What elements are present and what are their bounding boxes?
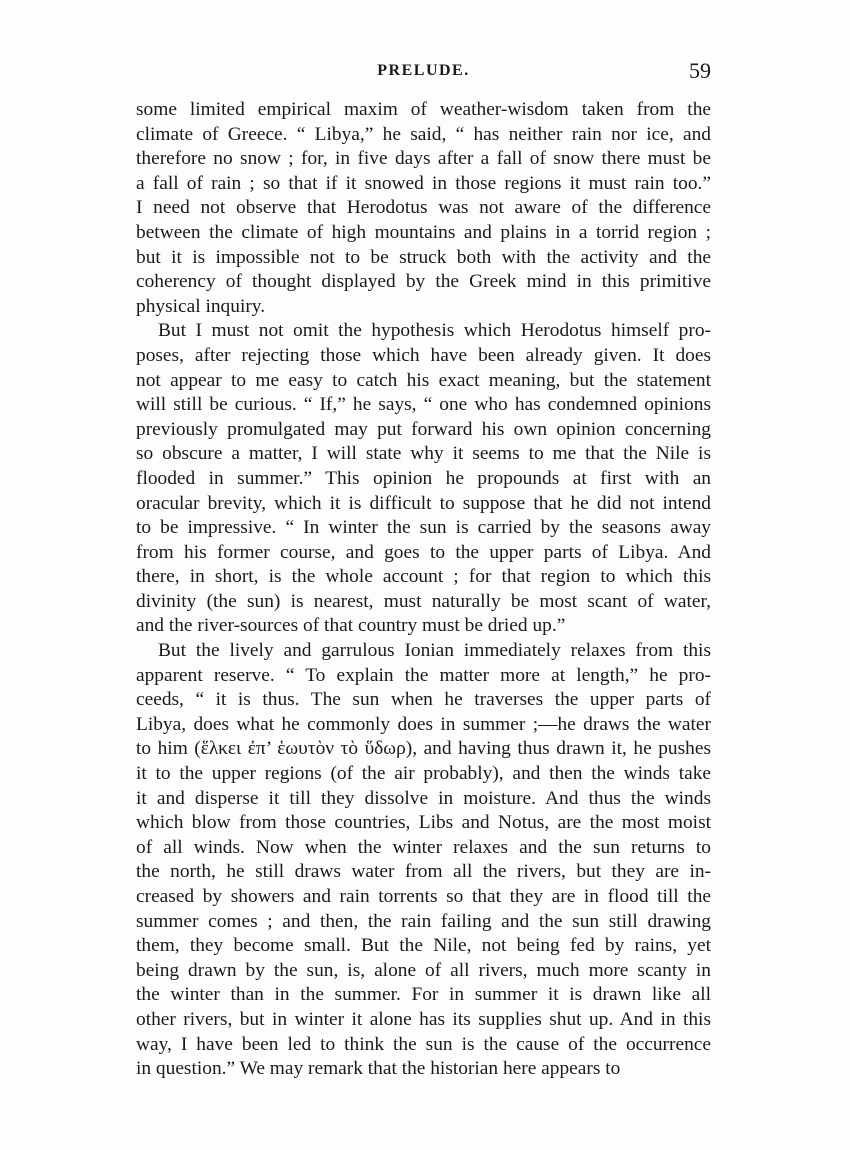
text-line: poses, after rejecting those which have been already given. It does — [136, 344, 711, 366]
text-line: ceeds, “ it is thus. The sun when he traverses the upper parts of — [136, 689, 711, 711]
body-text — [136, 98, 711, 1082]
text-line: way, I have been led to think the sun is the cause of the occurrence — [136, 1033, 711, 1055]
page-number: 59 — [689, 58, 711, 83]
text-line: climate of Greece. “ Libya,” he said, “ has neither rain nor ice, and — [136, 123, 711, 145]
text-line: so obscure a matter, I will state why it seems to me that the Nile is — [136, 443, 711, 465]
text-line: but it is impossible not to be struck both with the activity and the — [136, 246, 711, 268]
text-line: there, in short, is the whole account ; for that region to which this — [136, 566, 711, 588]
text-line: divinity (the sun) is nearest, must naturally be most scant of water, — [136, 590, 711, 612]
text-line: oracular brevity, which it is difficult to suppose that he did not intend — [136, 492, 711, 514]
text-line: the north, he still draws water from all the rivers, but they are in- — [136, 861, 711, 883]
text-line: it and disperse it till they dissolve in moisture. And thus the winds — [136, 787, 711, 809]
text-line: I need not observe that Herodotus was not aware of the difference — [136, 197, 711, 219]
paragraph — [136, 639, 711, 1082]
text-line: therefore no snow ; for, in five days after a fall of snow there must be — [136, 148, 711, 170]
text-line: Libya, does what he commonly does in summer ;—he draws the water — [136, 713, 711, 735]
paragraph — [136, 319, 711, 639]
text-line: to him (ἕλκει ἐπ’ ἑωυτὸν τὸ ὕδωρ), and having thus drawn it, he pushes — [136, 738, 711, 760]
text-line: of all winds. Now when the winter relaxes and the sun returns to — [136, 836, 711, 858]
running-title: PRELUDE. — [377, 62, 470, 79]
text-line: not appear to me easy to catch his exact meaning, but the statement — [136, 369, 711, 391]
text-line: But I must not omit the hypothesis which Herodotus himself pro- — [158, 320, 711, 342]
text-line: a fall of rain ; so that if it snowed in those regions it must rain too.” — [136, 172, 711, 194]
text-line: apparent reserve. “ To explain the matter more at length,” he pro- — [136, 664, 711, 686]
text-line: coherency of thought displayed by the Greek mind in this primitive — [136, 271, 711, 293]
text-line: summer comes ; and then, the rain failing and the sun still drawing — [136, 910, 711, 932]
text-line: creased by showers and rain torrents so that they are in flood till the — [136, 886, 711, 907]
text-line: them, they become small. But the Nile, not being fed by rains, yet — [136, 935, 711, 957]
running-head — [136, 58, 711, 86]
text-line: other rivers, but in winter it alone has its supplies shut up. And in this — [136, 1008, 711, 1030]
text-line: and the river-sources of that country must be dried up.” — [136, 615, 566, 637]
text-line: from his former course, and goes to the upper parts of Libya. And — [136, 541, 711, 563]
text-line: will still be curious. “ If,” he says, “ one who has condemned opinions — [136, 394, 711, 416]
text-line: But the lively and garrulous Ionian immediately relaxes from this — [158, 640, 711, 662]
text-line: some limited empirical maxim of weather-wisdom taken from the — [136, 99, 711, 120]
text-line: between the climate of high mountains and plains in a torrid region ; — [136, 221, 711, 243]
text-line: it to the upper regions (of the air probably), and then the winds take — [136, 763, 711, 785]
text-line: in question.” We may remark that the historian here appears to — [136, 1058, 621, 1080]
text-line: which blow from those countries, Libs and Notus, are the most moist — [136, 812, 711, 834]
paragraph — [136, 98, 711, 319]
text-line: physical inquiry. — [136, 295, 266, 317]
text-line: flooded in summer.” This opinion he propounds at first with an — [136, 467, 711, 489]
text-line: the winter than in the summer. For in summer it is drawn like all — [136, 984, 711, 1006]
text-line: previously promulgated may put forward his own opinion concerning — [136, 418, 711, 440]
text-line: being drawn by the sun, is, alone of all rivers, much more scanty in — [136, 959, 711, 981]
text-line: to be impressive. “ In winter the sun is carried by the seasons away — [136, 517, 711, 539]
